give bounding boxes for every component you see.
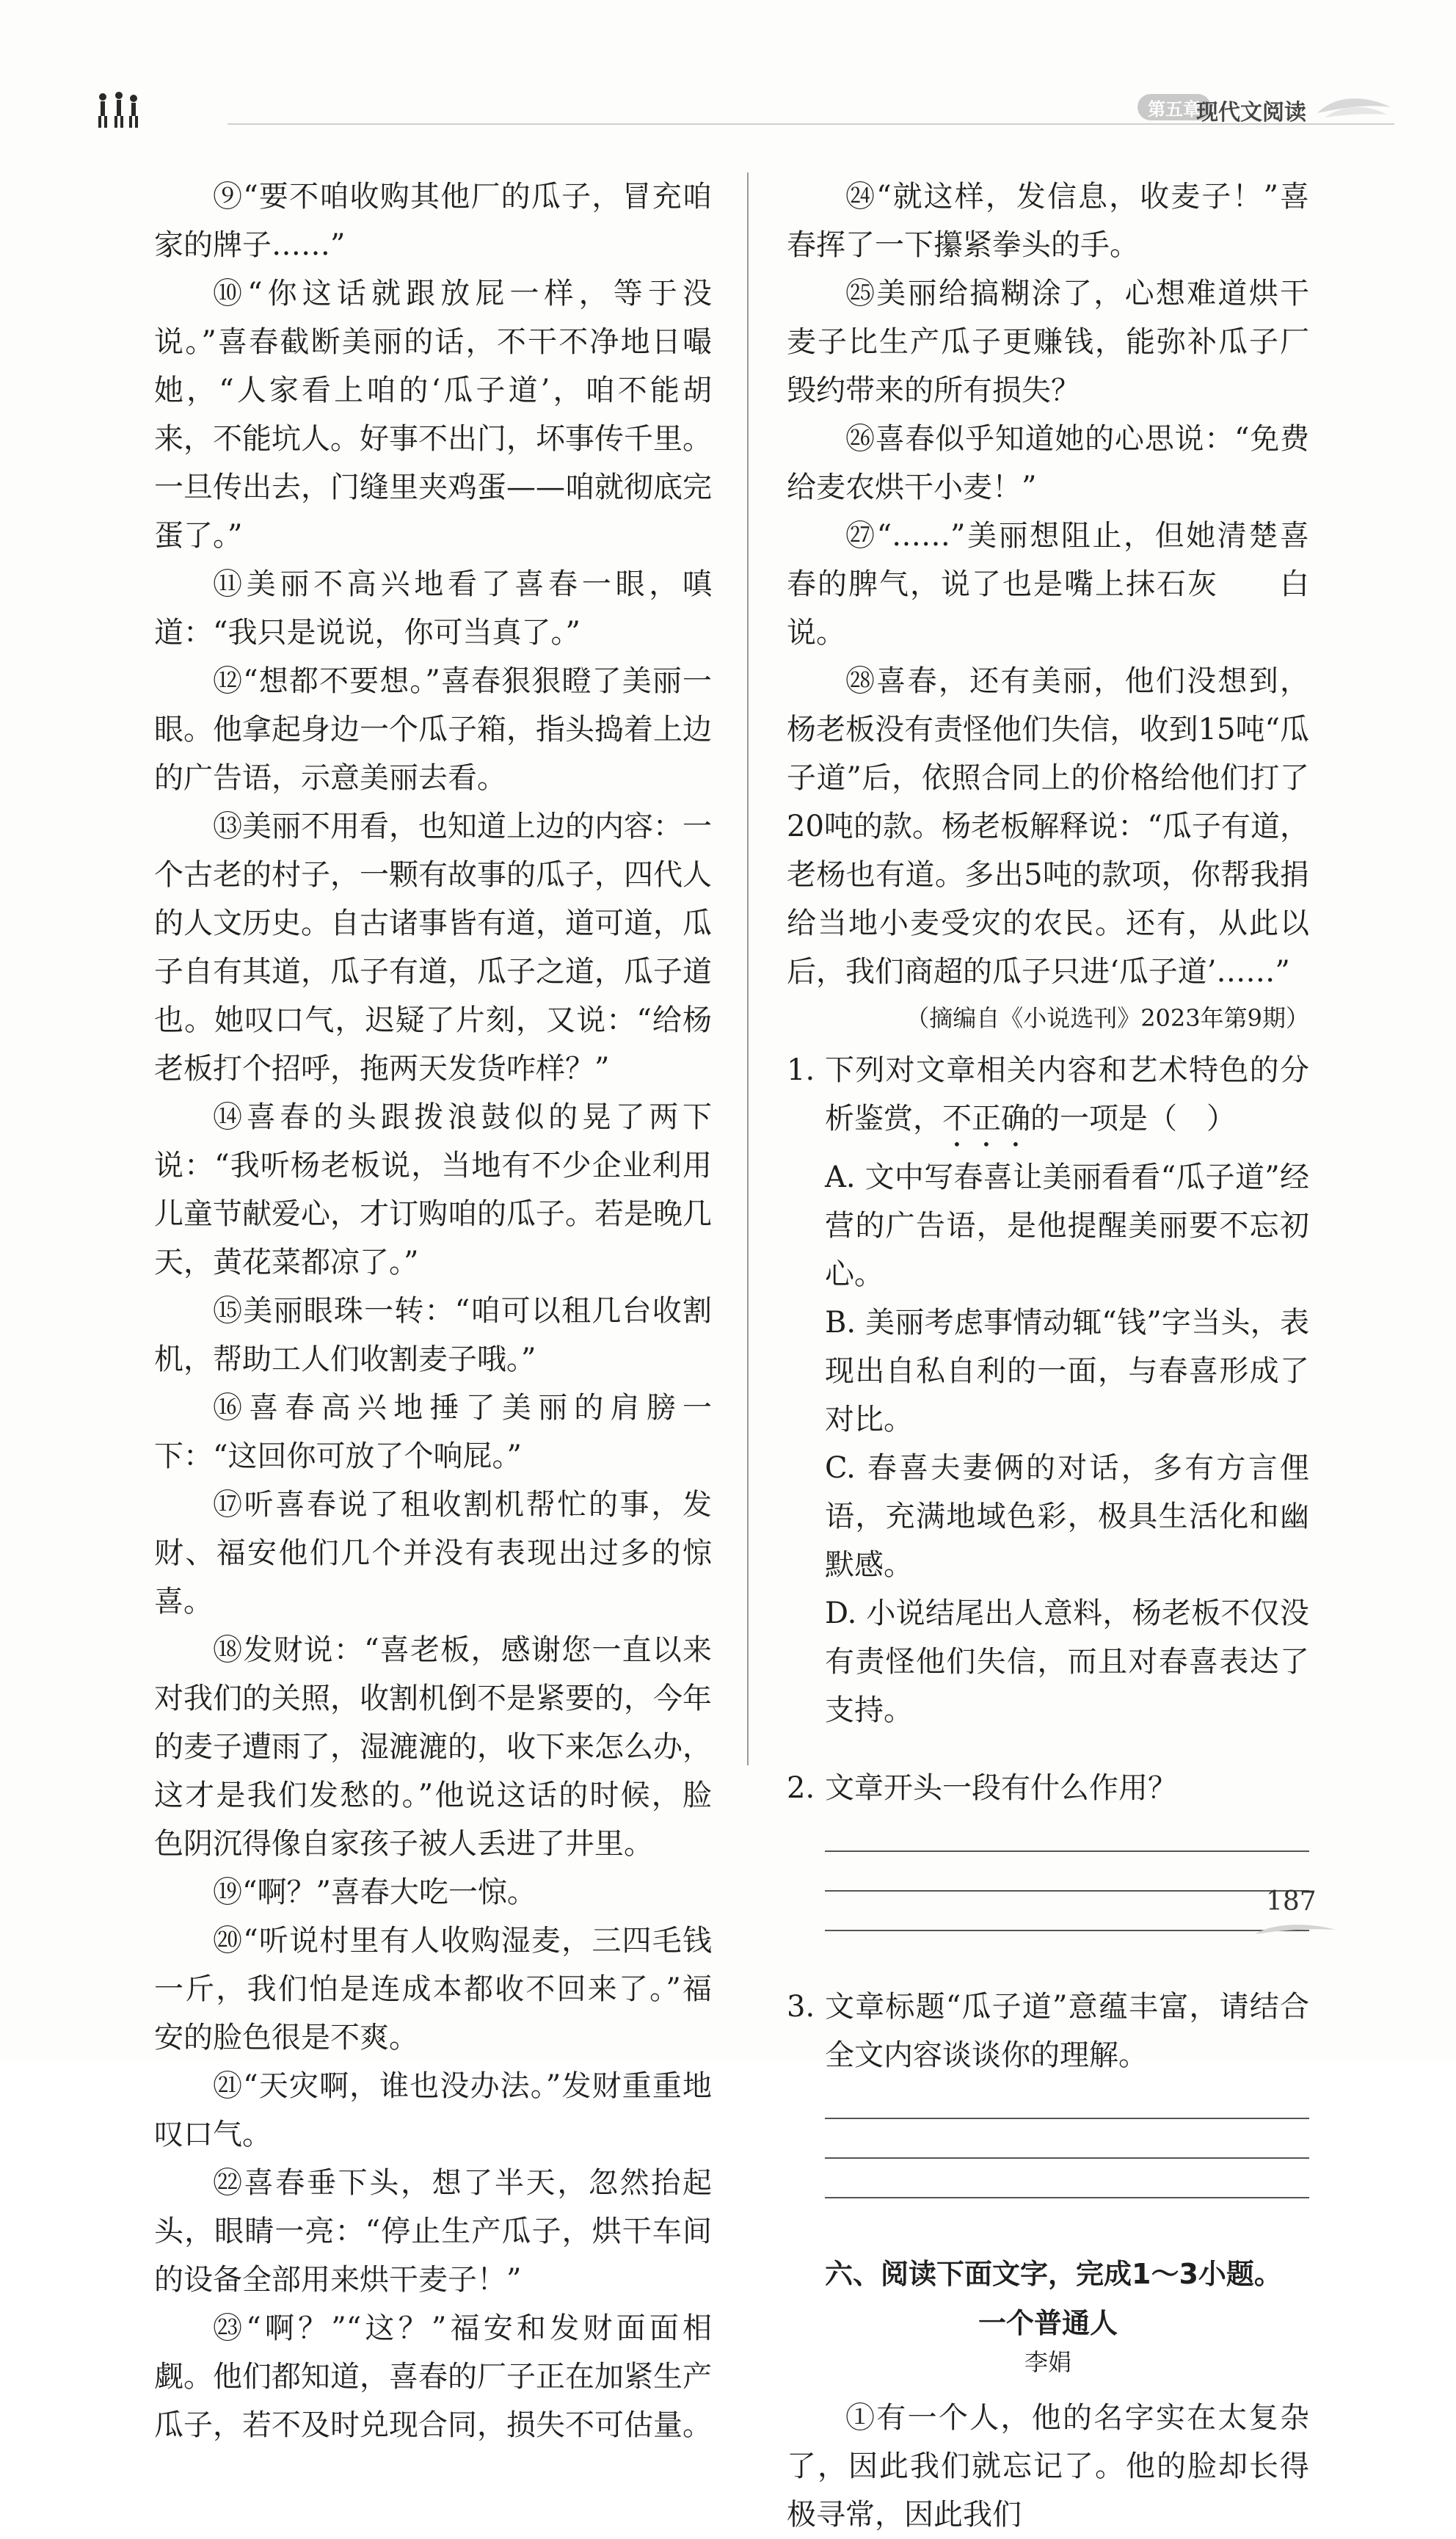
story-paragraph: ㉒喜春垂下头，想了半天，忽然抬起头，眼睛一亮：“停止生产瓜子，烘干车间的设备全部用来烘干麦子！”: [154, 2166, 712, 2297]
question-number: 2.: [787, 1771, 815, 1805]
leaf-ornament-icon: [1251, 1919, 1339, 1942]
left-column: [154, 172, 712, 2449]
answer-line[interactable]: [825, 2157, 1309, 2159]
column-divider: [747, 172, 749, 1765]
option-b: B. 美丽考虑事情动辄“钱”字当头，表现出自私自利的一面，与春喜形成了对比。: [825, 1306, 1309, 1436]
question-1: [787, 1046, 1309, 1735]
story-paragraph: ㉘喜春，还有美丽，他们没想到，杨老板没有责怪他们失信，收到15吨“瓜子道”后，依照合同上的价格给他们打了20吨的款。杨老板解释说：“瓜子有道，老杨也有道。多出5吨的款项，你帮我捐给当地小麦受灾的农民。还有，从此以后，我们商超的瓜子只进‘瓜子道’……”: [787, 664, 1309, 989]
source-citation: （摘编自《小说选刊》2023年第9期）: [906, 1004, 1309, 1032]
story-paragraph: ⑮美丽眼珠一转：“咱可以租几台收割机，帮助工人们收割麦子哦。”: [154, 1294, 712, 1376]
story-paragraph: ㉗“……”美丽想阻止，但她清楚喜春的脾气，说了也是嘴上抹石灰 白说。: [787, 519, 1309, 650]
story-title: 一个普通人: [978, 2307, 1118, 2339]
story-paragraph: ⑯喜春高兴地捶了美丽的肩膀一下：“这回你可放了个响屁。”: [154, 1391, 712, 1473]
page-number: 187: [1266, 1886, 1317, 1917]
story-paragraph: ㉖喜春似乎知道她的心思说：“免费给麦农烘干小麦！”: [787, 422, 1309, 504]
answer-line[interactable]: [825, 1890, 1309, 1892]
page-header: [88, 81, 1394, 132]
story-paragraph: ⑳“听说村里有人收购湿麦，三四毛钱一斤，我们怕是连成本都收不回来了。”福安的脸色很是不爽。: [154, 1924, 712, 2055]
right-column: [787, 172, 1309, 2539]
emphasized-text: 不正确: [942, 1102, 1030, 1136]
option-d: D. 小说结尾出人意料，杨老板不仅没有责怪他们失信，而且对春喜表达了支持。: [825, 1597, 1309, 1727]
story-paragraph: ㉓“啊？”“这？”福安和发财面面相觑。他们都知道，喜春的厂子正在加紧生产瓜子，若不及时兑现合同，损失不可估量。: [154, 2311, 712, 2442]
story-paragraph: ㉑“天灾啊，谁也没办法。”发财重重地叹口气。: [154, 2069, 712, 2151]
question-text: 文章开头一段有什么作用？: [825, 1771, 1177, 1805]
story-paragraph: ⑱发财说：“喜老板，感谢您一直以来对我们的关照，收割机倒不是紧要的，今年的麦子遭雨了，湿漉漉的，收下来怎么办，这才是我们发愁的。”他说这话的时候，脸色阴沉得像自家孩子被人丢进了井里。: [154, 1633, 712, 1861]
chapter-badge: 第五章: [1138, 94, 1211, 120]
story-paragraph: ⑨“要不咱收购其他厂的瓜子，冒充咱家的牌子……”: [154, 180, 712, 262]
story-paragraph: ⑲“啊？”喜春大吃一惊。: [213, 1875, 536, 1909]
option-a: A. 文中写春喜让美丽看看“瓜子道”经营的广告语，是他提醒美丽要不忘初心。: [825, 1160, 1309, 1291]
option-c: C. 春喜夫妻俩的对话，多有方言俚语，充满地域色彩，极具生活化和幽默感。: [825, 1451, 1309, 1582]
story-paragraph: ①有一个人，他的名字实在太复杂了，因此我们就忘记了。他的脸却长得极寻常，因此我们: [787, 2401, 1309, 2532]
question-3: [787, 1983, 1309, 2198]
question-text-part: 的一项是（ ）: [1030, 1102, 1236, 1136]
leaf-ornament-icon: [1314, 91, 1394, 123]
section-heading: 六、阅读下面文字，完成1～3小题。: [825, 2258, 1282, 2290]
answer-line[interactable]: [825, 1850, 1309, 1852]
answer-line[interactable]: [825, 2197, 1309, 2198]
section-title: 现代文阅读: [1196, 100, 1306, 126]
question-text-part: 下列对文章相关内容和艺术特色的分析鉴赏，: [825, 1053, 1309, 1136]
question-text: [825, 1046, 1309, 1153]
story-paragraph: ㉕美丽给搞糊涂了，心想难道烘干麦子比生产瓜子更赚钱，能弥补瓜子厂毁约带来的所有损失？: [787, 277, 1309, 407]
story-paragraph: ⑰听喜春说了租收割机帮忙的事，发财、福安他们几个并没有表现出过多的惊喜。: [154, 1488, 712, 1619]
question-text: 文章标题“瓜子道”意蕴丰富，请结合全文内容谈谈你的理解。: [825, 1990, 1309, 2072]
story-paragraph: ㉔“就这样，发信息，收麦子！”喜春挥了一下攥紧拳头的手。: [787, 180, 1309, 262]
answer-line[interactable]: [825, 1930, 1309, 1931]
story-paragraph: ⑫“想都不要想。”喜春狠狠瞪了美丽一眼。他拿起身边一个瓜子箱，指头捣着上边的广告语，示意美丽去看。: [154, 664, 712, 795]
story-paragraph: ⑬美丽不用看，也知道上边的内容：一个古老的村子，一颗有故事的瓜子，四代人的人文历史。自古诸事皆有道，道可道，瓜子自有其道，瓜子有道，瓜子之道，瓜子道也。她叹口气，迟疑了片刻，又说：“给杨老板打个招呼，拖两天发货咋样？”: [154, 810, 712, 1086]
story-paragraph: ⑩“你这话就跟放屁一样，等于没说。”喜春截断美丽的话，不干不净地日嘬她，“人家看上咱的‘瓜子道’，咱不能胡来，不能坑人。好事不出门，坏事传千里。一旦传出去，门缝里夹鸡蛋——咱就彻底完蛋了。”: [154, 277, 712, 553]
answer-line[interactable]: [825, 2118, 1309, 2119]
question-2: [787, 1764, 1309, 1931]
story-author: 李娟: [1024, 2348, 1071, 2376]
question-number: 3.: [787, 1990, 815, 2024]
story-paragraph: ⑭喜春的头跟拨浪鼓似的晃了两下说：“我听杨老板说，当地有不少企业利用儿童节献爱心，才订购咱的瓜子。若是晚几天，黄花菜都凉了。”: [154, 1100, 712, 1279]
question-number: 1.: [787, 1053, 815, 1087]
running-figures-icon: [88, 87, 228, 131]
story-paragraph: ⑪美丽不高兴地看了喜春一眼，嗔道：“我只是说说，你可当真了。”: [154, 567, 712, 650]
